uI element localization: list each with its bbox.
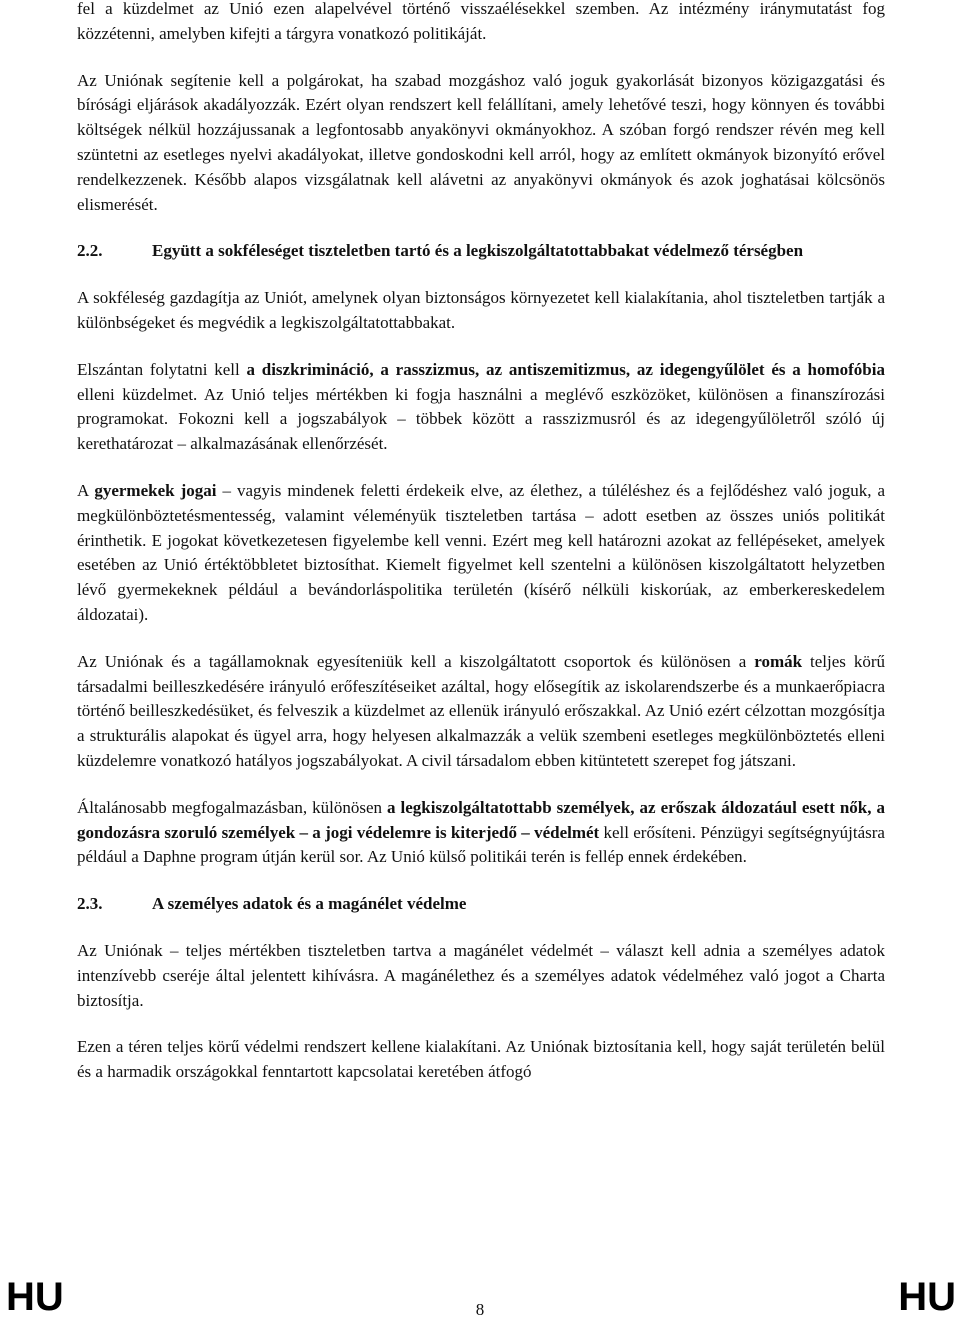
text-run: Általánosabb megfogalmazásban, különösen — [77, 797, 388, 817]
emphasis-text: romák — [754, 651, 803, 671]
text-run: kell erősíteni. Pénzügyi segítségnyújtásra például a Daphne program útján kerül sor. Az Unió külső politikái terén is fellép ennek érdekében. — [77, 822, 885, 867]
page-number: 8 — [475, 1300, 485, 1319]
paragraph: Ezen a téren teljes körű védelmi rendszert kellene kialakítani. Az Uniónak biztosítania kell, hogy saját területén belül és a harmadik országokkal fenntartott kapcsolatai keretében átfogó — [77, 1037, 885, 1082]
text-run: A — [77, 480, 95, 500]
paragraph — [77, 650, 885, 774]
section-number: 2.2. — [77, 241, 103, 261]
text-run: Az Uniónak és a tagállamoknak egyesíteniük kell a kiszolgáltatott csoportok és különösen a — [77, 651, 755, 671]
paragraph: A sokféleség gazdagítja az Uniót, amelynek olyan biztonságos környezetet kell kialakítania, ahol tiszteletben tartják a különbségeket és megvédik a legkiszolgáltatottabbakat. — [77, 288, 885, 332]
section-heading-2-3 — [77, 892, 885, 917]
text-run: – vagyis mindenek feletti érdekeik elve, az élethez, a túléléshez és a fejlődéshez való joguk, a megkülönböztetésmentesség, valamint véleményük tiszteletben tartása – adott esetben az összes uniós politikát érinthetik. E jogokat következetesen figyelembe kell venni. Ezért meg kell határozni azokat az fellépéseket, amelyek esetében az Unió értéktöbbletet biztosíthat. Kiemelt figyelmet kell szentelni a különösen kiszolgáltatott helyzetben lévő gyermekeknek például a bevándorláspolitika területén (kísérő nélküli kiskorúak, az emberkereskedelem áldozatai). — [77, 480, 886, 624]
paragraph — [77, 796, 885, 870]
emphasis-text: gyermekek jogai — [94, 480, 217, 500]
text-run: Elszántan folytatni kell — [77, 359, 247, 379]
text-run: elleni küzdelmet. Az Unió teljes mértékben ki fogja használni a meglévő eszközöket, különösen a finanszírozási programokat. Fokozni kell a jogszabályok – többek között a rasszizmusról és az idegengyűlöletről szóló új kerethatározat – alkalmazásának ellenőrzését. — [77, 384, 885, 454]
paragraph — [77, 358, 885, 457]
language-code-left: HU — [6, 1275, 64, 1319]
emphasis-text: a diszkrimináció, a rasszizmus, az antiszemitizmus, az idegengyűlölet és a homofóbia — [246, 359, 885, 379]
paragraph — [77, 479, 885, 628]
paragraph: Az Uniónak segítenie kell a polgárokat, ha szabad mozgáshoz való joguk gyakorlását bizonyos közigazgatási és bírósági eljárások akadályozzák. Ezért olyan rendszert kell felállítani, amely lehetővé teszi, hogy könnyen és további költségek nélkül hozzájussanak a legfontosabb anyakönyvi okmányokhoz. A szóban forgó rendszer révén meg kell szüntetni az esetleges nyelvi akadályokat, illetve gondoskodni kell arról, hogy az említett okmányok bizonyító erővel rendelkezzenek. Később alapos vizsgálatnak kell alávetni az anyakönyvi okmányok és azok joghatásai kölcsönös elismerését. — [77, 70, 885, 214]
paragraph: Az Uniónak – teljes mértékben tiszteletben tartva a magánélet védelmét – választ kell adnia a személyes adatok intenzívebb cseréje által jelentett kihívásra. A magánélethez és a személyes adatok védelméhez való jogot a Charta biztosítja. — [77, 940, 885, 1010]
language-code-right: HU — [898, 1275, 956, 1319]
section-heading-2-2 — [77, 239, 885, 264]
text-run: teljes körű társadalmi beilleszkedésére irányuló erőfeszítéseiket azáltal, hogy elősegítik az iskolarendszerbe és a munkaerőpiacra történő beilleszkedésüket, és felveszik a küzdelmet az ellenük irányuló erőszakkal. Az Unió ezért célzottan mozgósítja a strukturális alapokat és ügyel arra, hogy helyesen alkalmazzák a velük szembeni esetleges megkülönböztetés elleni küzdelemre vonatkozó hatályos jogszabályokat. A civil társadalom ebben kitüntetett szerepet fog játszani. — [77, 651, 885, 770]
document-body — [77, 0, 885, 1085]
section-number: 2.3. — [77, 894, 103, 914]
section-title: Együtt a sokféleséget tiszteletben tartó és a legkiszolgáltatottabbakat védelmező térségben — [152, 241, 804, 261]
emphasis-text: a legkiszolgáltatottabb személyek, az erőszak áldozatául esett nők, a gondozásra szoruló személyek – a jogi védelemre is kiterjedő – védelmét — [77, 797, 885, 842]
paragraph: fel a küzdelmet az Unió ezen alapelvével történő visszaélésekkel szemben. Az intézmény iránymutatást fog közzétenni, amelyben kifejti a tárgyra vonatkozó politikáját. — [77, 0, 885, 43]
section-title: A személyes adatok és a magánélet védelme — [152, 894, 467, 914]
